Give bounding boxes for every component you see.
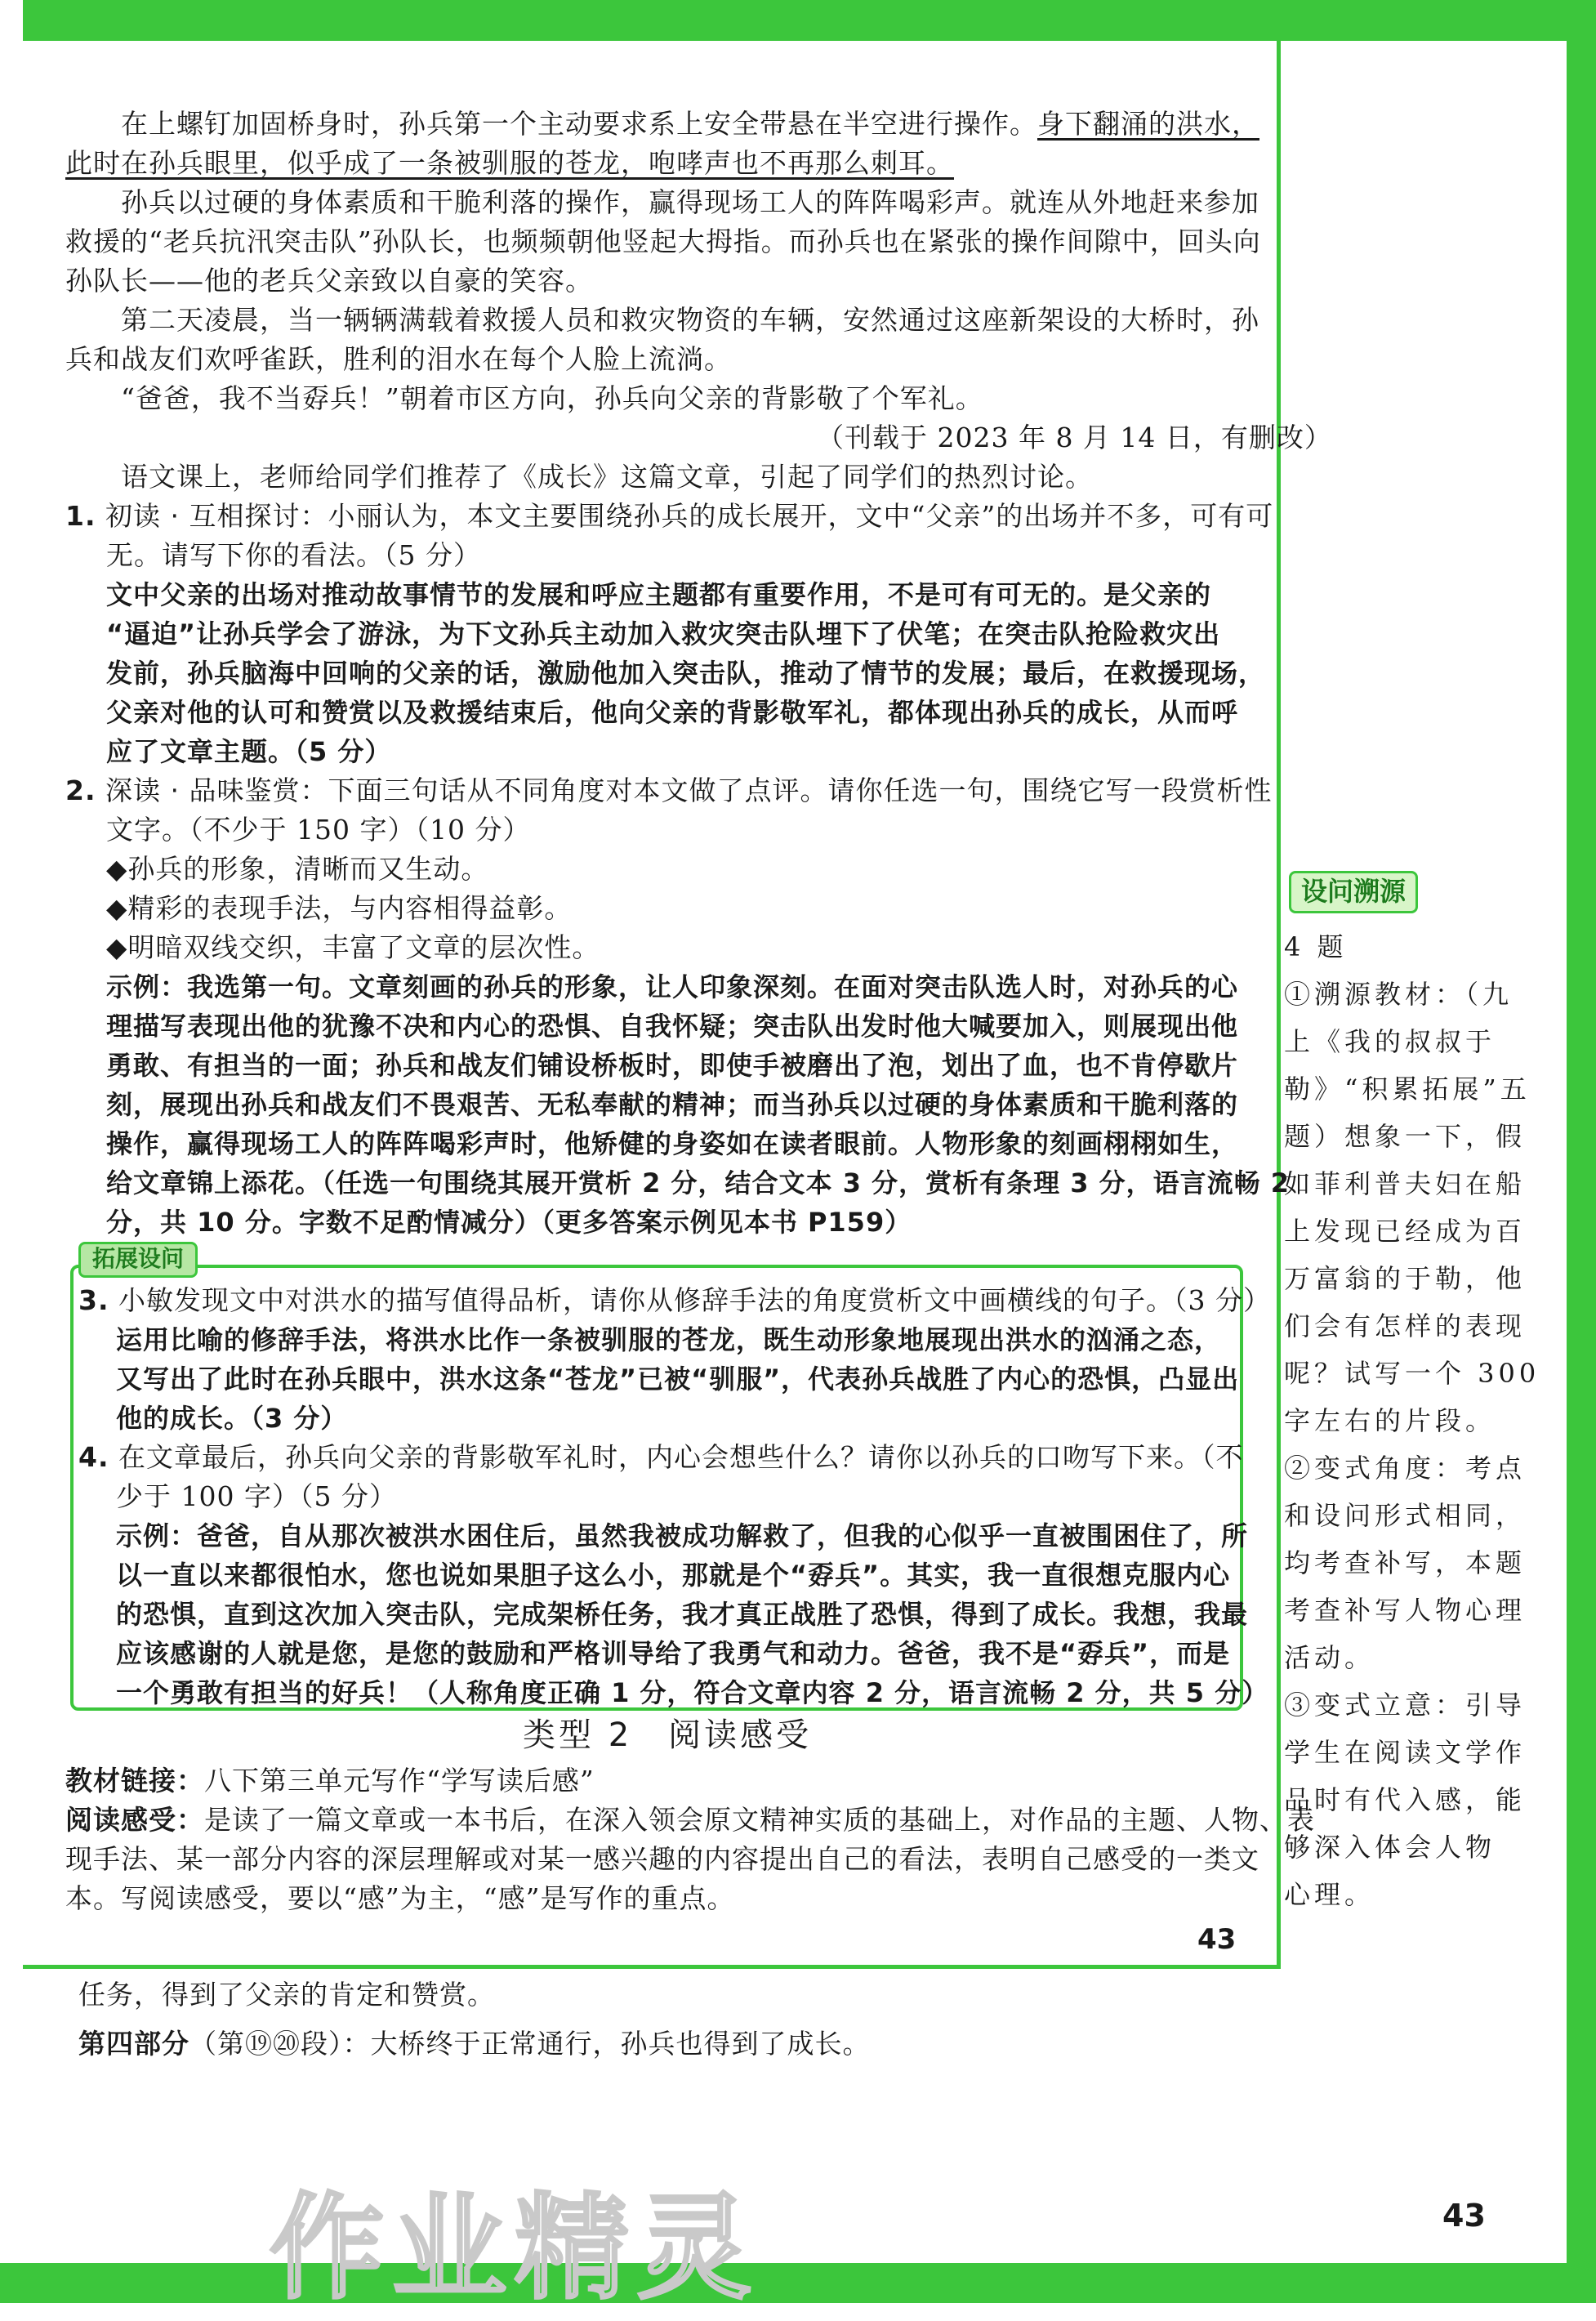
bottom-line-1: 任务，得到了父亲的肯定和赞赏。 [78,1979,495,2011]
answer-2-line: 分，共 10 分。字数不足酌情减分）（更多答案示例见本书 P159） [106,1207,912,1238]
story-paragraph-3: 第二天凌晨，当一辆辆满载着救援人员和救灾物资的车辆，安然通过这座新架设的大桥时，孙 [121,304,1259,336]
question-number: 1. [65,500,96,532]
question-4-line: 少于 100 字）（5 分） [116,1480,397,1512]
answer-4-line: 一个勇敢有担当的好兵！（人称角度正确 1 分，符合文章内容 2 分，语言流畅 2 分，共 5 分） [116,1677,1269,1708]
answer-1-line: 应了文章主题。（5 分） [106,736,392,767]
side-note-line: ②变式角度：考点 [1284,1453,1527,1484]
answer-4-line: 应该感谢的人就是您，是您的鼓励和严格训导给了我勇气和动力。爸爸，我不是“孬兵”，而是 [116,1638,1231,1669]
feel-text: 是读了一篇文章或一本书后，在深入领会原文精神实质的基础上，对作品的主题、人物、表 [204,1804,1315,1836]
story-paragraph-3-line: 兵和战友们欢呼雀跃，胜利的泪水在每个人脸上流淌。 [65,343,732,375]
option-1: ◆孙兵的形象，清晰而又生动。 [106,853,489,885]
option-3: ◆明暗双线交织，丰富了文章的层次性。 [106,931,600,963]
story-paragraph-2-line: 救援的“老兵抗汛突击队”孙队长，也频频朝他竖起大拇指。而孙兵也在紧张的操作间隙中，回头向 [65,225,1261,257]
green-right-band [1567,0,1596,2303]
question-text: 小丽认为，本文主要围绕孙兵的成长展开，文中“父亲”的出场并不多，可有可 [328,500,1274,532]
side-note-line: 够深入体会人物 [1284,1832,1496,1863]
answer-3-line: 又写出了此时在孙兵眼中，洪水这条“苍龙”已被“驯服”，代表孙兵战胜了内心的恐惧，凸显出 [116,1364,1240,1395]
side-note-line: 心理。 [1284,1879,1375,1910]
side-note-line: 4 题 [1284,931,1348,962]
page-number-inner: 43 [1197,1923,1237,1956]
part-label: 第四部分 [78,2028,189,2060]
question-text: 小敏发现文中对洪水的描写值得品析，请你从修辞手法的角度赏析文中画横线的句子。（3 分） [118,1284,1271,1316]
side-note-line: ③变式立意：引导 [1284,1689,1527,1721]
answer-1-line: 父亲对他的认可和赞赏以及救援结束后，他向父亲的背影敬军礼，都体现出孙兵的成长，从而呼 [106,697,1239,728]
question-head: 深读 · 品味鉴赏： [105,774,328,806]
side-note-line: 勒》“积累拓展”五 [1284,1073,1531,1105]
answer-4-line: 的恐惧，直到这次加入突击队，完成架桥任务，我才真正战胜了恐惧，得到了成长。我想，我最 [116,1599,1249,1630]
label-bold: 教材链接： [65,1765,204,1797]
side-note-line: 万富翁的于勒，他 [1284,1263,1527,1294]
story-paragraph-2: 孙兵以过硬的身体素质和干脆利落的操作，赢得现场工人的阵阵喝彩声。就连从外地赶来参加 [121,186,1259,218]
story-paragraph-1 [121,105,1259,144]
side-note-line: ①溯源教材：（九 [1284,979,1514,1010]
page-number-outer: 43 [1442,2198,1486,2234]
link-text: 八下第三单元写作“学写读后感” [204,1765,595,1797]
story-paragraph-4: “爸爸，我不当孬兵！”朝着市区方向，孙兵向父亲的背影敬了个军礼。 [121,382,983,414]
side-note-line: 上发现已经成为百 [1284,1216,1527,1247]
part-text: （第⑲⑳段）：大桥终于正常通行，孙兵也得到了成长。 [189,2028,871,2060]
question-head: 初读 · 互相探讨： [105,500,328,532]
answer-1-line: “逼迫”让孙兵学会了游泳，为下文孙兵主动加入救灾突击队埋下了伏笔；在突击队抢险救灾出 [106,618,1221,649]
question-3 [78,1281,1271,1320]
question-1 [65,497,1273,536]
story-text: 在上螺钉加固桥身时，孙兵第一个主动要求系上安全带悬在半空进行操作。 [121,108,1037,140]
side-note-line: 品时有代入感，能 [1284,1784,1527,1815]
page-left-margin [0,0,23,1977]
label-bold: 阅读感受： [65,1804,204,1836]
answer-2-line: 理描写表现出他的犹豫不决和内心的恐惧、自我怀疑；突击队出发时他大喊要加入，则展现出他 [106,1011,1239,1042]
answer-2-line: 给文章锦上添花。（任选一句围绕其展开赏析 2 分，结合文本 3 分，赏析有条理 3 分，语言流畅 2 [106,1167,1291,1198]
reading-feel-line: 本。写阅读感受，要以“感”为主，“感”是写作的重点。 [65,1882,735,1914]
side-note-line: 考查补写人物心理 [1284,1595,1527,1626]
intro-line: 语文课上，老师给同学们推荐了《成长》这篇文章，引起了同学们的热烈讨论。 [121,461,1093,493]
watermark-text: 作业精灵 [270,2182,760,2315]
extension-tag: 拓展设问 [78,1242,198,1278]
green-bottom-band [0,2263,1596,2303]
question-number: 2. [65,774,96,806]
question-4 [78,1438,1244,1477]
source-note: （刊载于 2023 年 8 月 14 日，有删改） [817,422,1332,453]
answer-3-line: 运用比喻的修辞手法，将洪水比作一条被驯服的苍龙，既生动形象地展现出洪水的汹涌之态， [116,1324,1222,1355]
green-top-band [0,0,1596,41]
side-tag-origin: 设问溯源 [1289,871,1418,913]
answer-2-line: 操作，赢得现场工人的阵阵喝彩声时，他矫健的身姿如在读者眼前。人物形象的刻画栩栩如生， [106,1128,1239,1159]
side-note-line: 字左右的片段。 [1284,1405,1496,1436]
side-note-line: 和设问形式相同， [1284,1500,1527,1531]
answer-3-line: 他的成长。（3 分） [116,1403,348,1434]
question-text: 在文章最后，孙兵向父亲的背影敬军礼时，内心会想些什么？请你以孙兵的口吻写下来。（不 [118,1441,1244,1473]
question-2-line: 文字。（不少于 150 字）（10 分） [106,814,531,846]
answer-2-line: 刻，展现出孙兵和战友们不畏艰苦、无私奉献的精神；而当孙兵以过硬的身体素质和干脆利落的 [106,1089,1239,1120]
reading-feel-line: 现手法、某一部分内容的深层理解或对某一感兴趣的内容提出自己的看法，表明自己感受的一类文 [65,1843,1259,1875]
answer-2-line: 示例：我选第一句。文章刻画的孙兵的形象，让人印象深刻。在面对突击队选人时，对孙兵的心 [106,971,1239,1002]
side-note-line: 活动。 [1284,1642,1375,1673]
question-number: 3. [78,1284,109,1316]
answer-1-line: 发前，孙兵脑海中回响的父亲的话，激励他加入突击队，推动了情节的发展；最后，在救援现场， [106,658,1266,689]
underlined-sentence-cont: 此时在孙兵眼里，似乎成了一条被驯服的苍龙，咆哮声也不再那么刺耳。 [65,147,954,179]
side-note-line: 均考查补写，本题 [1284,1547,1527,1578]
question-text: 下面三句话从不同角度对本文做了点评。请你任选一句，围绕它写一段赏析性 [328,774,1273,806]
question-2 [65,771,1272,810]
answer-4-line: 以一直以来都很怕水，您也说如果胆子这么小，那就是个“孬兵”。其实，我一直很想克服内心 [116,1560,1231,1591]
answer-4-line: 示例：爸爸，自从那次被洪水困住后，虽然我被成功解救了，但我的心似乎一直被围困住了，所 [116,1520,1249,1551]
side-note-line: 学生在阅读文学作 [1284,1737,1527,1768]
section-heading: 类型 2 阅读感受 [523,1716,813,1754]
underlined-sentence: 身下翻涌的洪水， [1037,108,1259,140]
textbook-link [65,1761,595,1801]
reading-feel [65,1801,1315,1840]
side-note-line: 上《我的叔叔于 [1284,1026,1496,1057]
side-note-line: 们会有怎样的表现 [1284,1310,1527,1341]
question-1-line: 无。请写下你的看法。（5 分） [106,539,481,571]
answer-1-line: 文中父亲的出场对推动故事情节的发展和呼应主题都有重要作用，不是可有可无的。是父亲的 [106,579,1212,610]
side-note-line: 呢？试写一个 300 [1284,1358,1540,1389]
story-paragraph-2-line: 孙队长——他的老兵父亲致以自豪的笑容。 [65,265,593,297]
question-number: 4. [78,1441,109,1473]
bottom-line-2 [78,2024,871,2064]
option-2: ◆精彩的表现手法，与内容相得益彰。 [106,892,573,924]
side-note-line: 题）想象一下，假 [1284,1121,1527,1152]
side-note-line: 如菲利普夫妇在船 [1284,1168,1527,1199]
answer-2-line: 勇敢、有担当的一面；孙兵和战友们铺设桥板时，即使手被磨出了泡，划出了血，也不肯停歇片 [106,1050,1239,1081]
